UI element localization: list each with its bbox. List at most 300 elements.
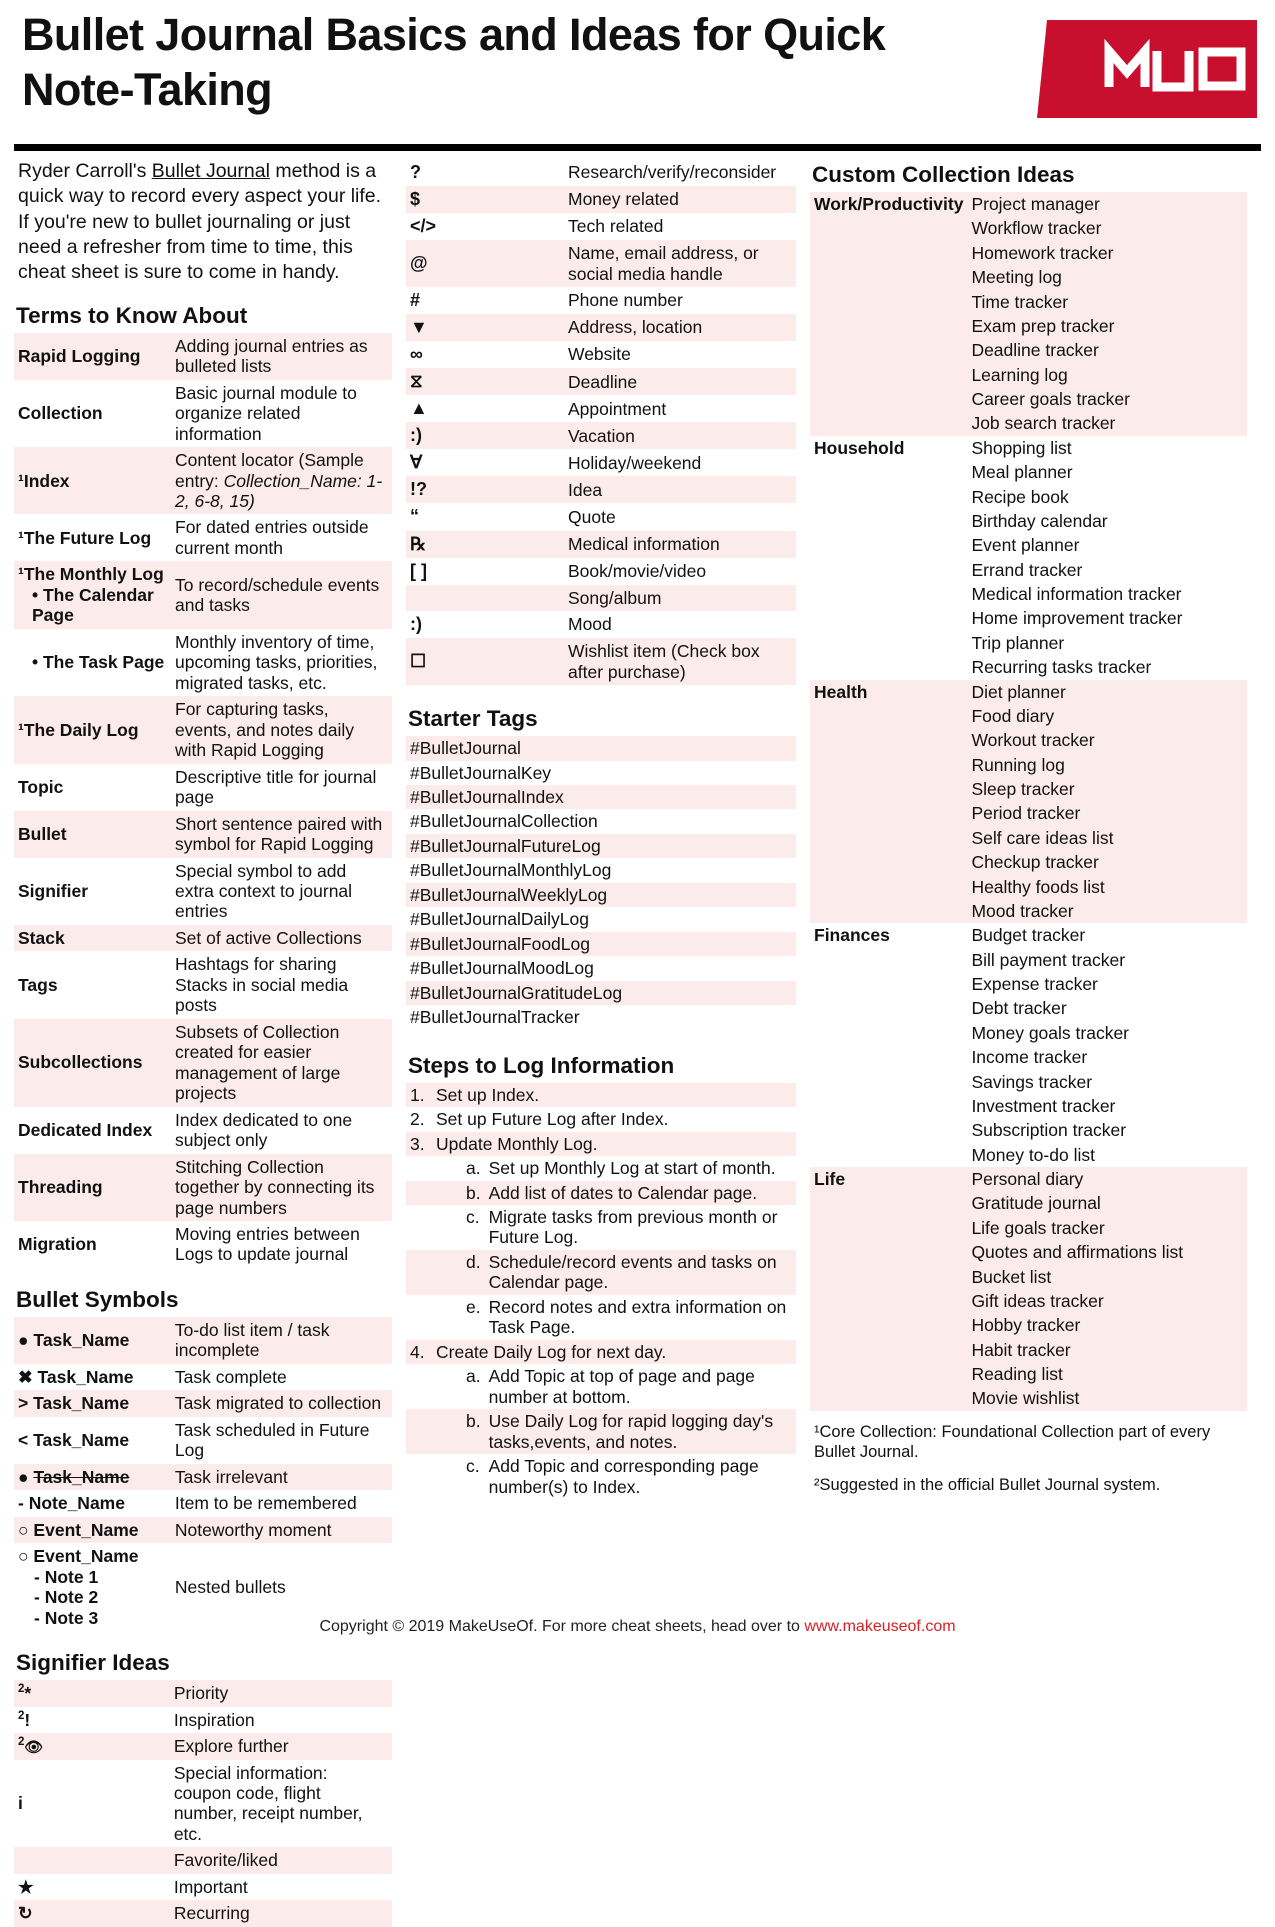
collection-item: Habit tracker	[967, 1338, 1247, 1362]
starter-tag-row	[406, 883, 796, 907]
step-marker: b.	[432, 1181, 485, 1205]
starter-tag-row	[406, 761, 796, 785]
key-symbol-description: Phone number	[568, 290, 683, 311]
signifier-description: Important	[173, 1876, 248, 1897]
bullet-symbol: > Task_Name	[14, 1390, 171, 1416]
starter-tag: #BulletJournalFutureLog	[406, 834, 796, 858]
collection-item: Food diary	[967, 704, 1247, 728]
step-indent	[406, 1454, 432, 1499]
collection-row	[810, 923, 1247, 947]
collection-item: Bill payment tracker	[971, 949, 1126, 970]
collection-item: Workout tracker	[967, 728, 1247, 752]
signifier-row	[14, 1680, 392, 1706]
key-symbol-description: Quote	[568, 506, 616, 527]
collection-row	[810, 1338, 1247, 1362]
step-text: Schedule/record events and tasks on Calendar page.	[485, 1250, 796, 1295]
key-symbol-row	[406, 611, 796, 638]
bullet-symbol-row	[14, 1417, 392, 1464]
collection-row	[810, 290, 1247, 314]
bullet-symbol: ○ Event_Name - Note 1 - Note 2 - Note 3	[18, 1546, 139, 1628]
collection-row	[810, 582, 1247, 606]
term-name: Collection	[18, 403, 103, 424]
collection-item: Event planner	[971, 535, 1080, 556]
collection-item: Sleep tracker	[967, 777, 1247, 801]
starter-tags-heading: Starter Tags	[408, 706, 538, 732]
signifier-description: Explore further	[170, 1733, 392, 1760]
steps-heading: Steps to Log Information	[408, 1052, 675, 1078]
terms-row	[14, 380, 392, 447]
step-text: Record notes and extra information on Task Page.	[488, 1296, 787, 1338]
collection-category	[810, 558, 967, 582]
starter-tag: #BulletJournalIndex	[406, 785, 796, 809]
collection-category	[810, 1362, 967, 1386]
starter-tag: #BulletJournalMoodLog	[410, 958, 594, 979]
intro-paragraph	[14, 159, 392, 286]
term-description: Basic journal module to organize related information	[175, 382, 357, 444]
collection-category	[810, 265, 967, 289]
collection-item: Money to-do list	[971, 1144, 1095, 1165]
step-indent	[406, 1409, 432, 1454]
key-symbol-description: Deadline	[564, 368, 796, 395]
bullet-symbol-description: Task migrated to collection	[171, 1390, 392, 1416]
collection-item: Diet planner	[967, 680, 1247, 704]
collection-item: Birthday calendar	[971, 510, 1108, 531]
term-name: ¹The Daily Log	[14, 696, 171, 763]
starter-tag: #BulletJournalCollection	[410, 811, 598, 832]
signifier-row	[14, 1733, 392, 1760]
terms-heading: Terms to Know About	[16, 302, 248, 328]
step-text: Set up Future Log after Index.	[436, 1109, 669, 1130]
step-indent	[406, 1250, 432, 1295]
bullet-symbol-row	[14, 1390, 392, 1416]
key-symbol: </>	[410, 216, 437, 237]
terms-row	[14, 1019, 392, 1107]
collection-item: Job search tracker	[967, 411, 1247, 435]
collection-row	[810, 777, 1247, 801]
collection-item: Meeting log	[967, 265, 1247, 289]
collection-category	[810, 363, 967, 387]
term-name: Tags	[18, 974, 58, 995]
collection-item: Healthy foods list	[967, 875, 1247, 899]
terms-row	[14, 561, 392, 628]
collection-item: Hobby tracker	[967, 1313, 1247, 1337]
collection-row	[810, 1167, 1247, 1191]
terms-row	[14, 629, 392, 696]
collection-row	[810, 850, 1247, 874]
key-symbol-description: Mood	[568, 614, 612, 635]
collection-item: Personal diary	[967, 1167, 1247, 1191]
term-description: Descriptive title for journal page	[175, 766, 377, 808]
key-symbol-row	[406, 314, 796, 341]
collection-row	[810, 826, 1247, 850]
collection-item: Investment tracker	[971, 1095, 1116, 1116]
starter-tag-row	[406, 956, 796, 980]
key-symbol-description: Tech related	[568, 216, 664, 237]
bullet-symbol: < Task_Name	[18, 1430, 130, 1451]
collection-category	[810, 460, 967, 484]
collection-category	[810, 1338, 967, 1362]
step-row	[406, 1181, 796, 1205]
step-text: Migrate tasks from previous month or Future Log.	[488, 1207, 778, 1248]
key-symbol-row	[406, 213, 796, 240]
signifier-heading: Signifier Ideas	[16, 1650, 170, 1676]
term-name: Stack	[14, 925, 171, 951]
step-marker: 3.	[406, 1132, 432, 1156]
page-footer	[0, 1618, 1275, 1636]
signifier-symbol	[14, 1847, 170, 1873]
step-row	[406, 1083, 796, 1107]
collection-item: Exam prep tracker	[967, 314, 1247, 338]
collection-category: Life	[810, 1167, 967, 1191]
collection-item: Workflow tracker	[967, 216, 1247, 240]
signifier-symbol: $^2$*	[14, 1680, 170, 1706]
key-symbol-description: Research/verify/reconsider	[568, 162, 777, 183]
collection-item: Quotes and affirmations list	[967, 1240, 1247, 1264]
term-name: ¹Index	[14, 447, 171, 514]
collection-row	[810, 875, 1247, 899]
starter-tag: #BulletJournal	[406, 736, 796, 760]
collection-category	[810, 899, 967, 923]
key-symbol: ?	[410, 162, 421, 182]
collection-row	[810, 485, 1247, 509]
bullet-symbol-description: Task irrelevant	[171, 1464, 392, 1490]
collection-category	[810, 777, 967, 801]
bullet-symbol: ○ Event_Name	[14, 1517, 171, 1543]
steps-list	[406, 1083, 796, 1499]
bullet-journal-link[interactable]: Bullet Journal	[151, 160, 270, 182]
collection-row	[810, 192, 1247, 216]
signifier-symbol: $^2$!	[18, 1709, 31, 1730]
collection-row	[810, 1118, 1247, 1142]
step-text: Add list of dates to Calendar page.	[485, 1181, 796, 1205]
term-name: • The Task Page	[32, 652, 165, 673]
step-text: Add Topic at top of page and page number at bottom.	[488, 1366, 755, 1407]
collection-category: Household	[814, 437, 905, 458]
collection-item: Deadline tracker	[967, 338, 1247, 362]
signifier-row	[14, 1707, 392, 1733]
signifier-row	[14, 1874, 392, 1900]
collection-category	[810, 533, 967, 557]
collection-row	[810, 1289, 1247, 1313]
collection-row	[810, 1313, 1247, 1337]
key-symbol-description: Wishlist item (Check box after purchase)	[564, 638, 796, 685]
starter-tag: #BulletJournalWeeklyLog	[406, 883, 796, 907]
starter-tag: #BulletJournalFoodLog	[406, 932, 796, 956]
collection-category	[810, 704, 967, 728]
collection-category	[810, 1045, 967, 1069]
intro-before: Ryder Carroll's	[18, 160, 152, 182]
starter-tag: #BulletJournalGratitudeLog	[406, 981, 796, 1005]
collection-row	[810, 1143, 1247, 1167]
signifier-row	[14, 1760, 392, 1848]
signifier-row	[14, 1900, 392, 1926]
collection-item: Meal planner	[971, 462, 1073, 483]
collection-item: Gratitude journal	[967, 1191, 1247, 1215]
collection-item: Income tracker	[971, 1047, 1088, 1068]
collection-row	[810, 533, 1247, 557]
term-name: Subcollections	[14, 1019, 171, 1107]
collection-category: Health	[810, 680, 967, 704]
collection-row	[810, 436, 1247, 460]
collection-row	[810, 728, 1247, 752]
signifier-symbol: i	[18, 1793, 23, 1814]
signifier-description: Special information: coupon code, flight number, receipt number, etc.	[173, 1762, 363, 1844]
collection-item: Reading list	[967, 1362, 1247, 1386]
term-description: Moving entries between Logs to update journal	[175, 1224, 360, 1265]
term-name: Signifier	[18, 880, 89, 901]
key-symbol-row	[406, 558, 796, 585]
step-marker: d.	[432, 1250, 485, 1295]
collection-item: Mood tracker	[967, 899, 1247, 923]
signifier-symbol: $^2$👁	[14, 1733, 170, 1760]
collection-category	[810, 387, 967, 411]
step-row	[406, 1454, 796, 1499]
step-row	[406, 1107, 796, 1131]
collection-row	[810, 1191, 1247, 1215]
intro-after: method is a quick way to record every aspect your life. If you're new to bullet journaling or just need a refresher from time to time, this cheat sheet is sure to come in handy.	[18, 160, 382, 284]
terms-table	[14, 333, 392, 1268]
collection-row	[810, 1094, 1247, 1118]
collections-heading: Custom Collection Ideas	[812, 162, 1075, 187]
key-symbols-table	[406, 159, 796, 685]
step-text: Set up Monthly Log at start of month.	[488, 1158, 776, 1179]
collection-category	[810, 801, 967, 825]
step-text: Use Daily Log for rapid logging day's tasks,events, and notes.	[485, 1409, 796, 1454]
term-description: Special symbol to add extra context to journal entries	[175, 860, 353, 922]
key-symbol: ▼	[406, 314, 564, 341]
term-name: Dedicated Index	[18, 1119, 153, 1140]
collection-row	[810, 1265, 1247, 1289]
collection-row	[810, 1240, 1247, 1264]
step-marker: 4.	[406, 1340, 432, 1364]
collection-row	[810, 265, 1247, 289]
muo-logo	[1017, 12, 1257, 126]
step-text: Set up Index.	[432, 1083, 796, 1107]
collection-row	[810, 509, 1247, 533]
bullet-symbol-description: Task complete	[174, 1366, 287, 1387]
collection-item: Learning log	[967, 363, 1247, 387]
right-column	[802, 159, 1247, 1496]
collection-category	[810, 753, 967, 777]
bullet-symbol-description: Nested bullets	[174, 1576, 286, 1597]
makeuseof-link[interactable]: www.makeuseof.com	[804, 1618, 956, 1635]
key-symbol: ⧖	[406, 368, 564, 395]
starter-tag-row	[406, 834, 796, 858]
step-row	[406, 1409, 796, 1454]
collection-category	[810, 948, 967, 972]
collection-row	[810, 1216, 1247, 1240]
step-marker: e.	[466, 1296, 481, 1317]
signifier-description: Recurring	[170, 1900, 392, 1926]
key-symbol: !?	[406, 476, 564, 503]
step-marker: b.	[432, 1409, 485, 1454]
key-symbol: @	[406, 240, 564, 287]
collection-category	[810, 241, 967, 265]
collection-item: Self care ideas list	[967, 826, 1247, 850]
step-row	[406, 1250, 796, 1295]
terms-row	[14, 514, 392, 561]
step-indent	[406, 1295, 432, 1340]
collection-category: Work/Productivity	[810, 192, 967, 216]
term-description: Set of active Collections	[171, 925, 392, 951]
collection-item: Movie wishlist	[967, 1386, 1247, 1410]
collection-category	[810, 338, 967, 362]
term-description: Content locator (Sample entry: Collection_Name: 1-2, 6-8, 15)	[171, 447, 392, 514]
step-row	[406, 1132, 796, 1156]
collection-item: Trip planner	[971, 632, 1065, 653]
collection-item: Expense tracker	[971, 974, 1098, 994]
step-row	[406, 1340, 796, 1364]
collection-category	[810, 1143, 967, 1167]
terms-row	[14, 1221, 392, 1268]
term-description: For capturing tasks, events, and notes daily with Rapid Logging	[171, 696, 392, 763]
terms-row	[14, 951, 392, 1018]
collection-row	[810, 1386, 1247, 1410]
starter-tag-row	[406, 981, 796, 1005]
key-symbol-description: Appointment	[568, 398, 667, 419]
terms-row	[14, 764, 392, 811]
bullet-symbols-heading: Bullet Symbols	[16, 1286, 179, 1312]
term-description: Index dedicated to one subject only	[175, 1109, 353, 1151]
key-symbol-description: Address, location	[564, 314, 796, 341]
step-row	[406, 1156, 796, 1180]
collection-item: Project manager	[967, 192, 1247, 216]
starter-tag-row	[406, 809, 796, 833]
starter-tag: #BulletJournalKey	[410, 762, 552, 783]
bullet-symbol: ● Task_Name	[14, 1317, 171, 1364]
bullet-symbol-description: Item to be remembered	[174, 1493, 357, 1514]
key-symbol-row	[406, 395, 796, 422]
step-marker: 1.	[406, 1083, 432, 1107]
collection-item: Life goals tracker	[967, 1216, 1247, 1240]
key-symbol-description: Vacation	[564, 422, 796, 449]
collection-row	[810, 948, 1247, 972]
key-symbol: ℞	[406, 531, 564, 558]
step-text: Update Monthly Log.	[432, 1132, 796, 1156]
bullet-symbol: - Note_Name	[18, 1493, 125, 1514]
terms-row	[14, 696, 392, 763]
term-name: Migration	[18, 1234, 97, 1255]
collection-row	[810, 972, 1247, 996]
collection-row	[810, 680, 1247, 704]
collection-row	[810, 314, 1247, 338]
collection-category	[810, 1240, 967, 1264]
key-symbol-row	[406, 186, 796, 213]
step-marker: a.	[466, 1158, 481, 1179]
collection-category	[810, 1289, 967, 1313]
step-marker: c.	[466, 1456, 480, 1477]
starter-tag: #BulletJournalMonthlyLog	[410, 860, 612, 881]
key-symbol-description: Song/album	[564, 585, 796, 611]
starter-tag-row	[406, 736, 796, 760]
collection-row	[810, 899, 1247, 923]
step-row	[406, 1295, 796, 1340]
bullet-symbol-row	[14, 1317, 392, 1364]
step-marker: c.	[466, 1207, 480, 1228]
step-indent	[406, 1364, 432, 1409]
collection-item: Homework tracker	[967, 241, 1247, 265]
key-symbol-row	[406, 287, 796, 314]
collection-category	[810, 1216, 967, 1240]
starter-tag-row	[406, 858, 796, 882]
collection-category	[810, 485, 967, 509]
term-description: Hashtags for sharing Stacks in social media posts	[175, 954, 349, 1016]
collection-row	[810, 1021, 1247, 1045]
collection-category	[810, 411, 967, 435]
middle-column	[400, 159, 802, 1499]
collection-item: Money goals tracker	[971, 1022, 1130, 1043]
collection-item: Errand tracker	[971, 559, 1083, 580]
collection-item: Shopping list	[971, 437, 1072, 458]
bullet-symbol-row	[14, 1464, 392, 1490]
step-indent	[406, 1156, 432, 1180]
term-name: ¹The Monthly Log • The Calendar Page	[14, 561, 171, 628]
collection-item: Bucket list	[967, 1265, 1247, 1289]
bullet-symbol-description: Noteworthy moment	[171, 1517, 392, 1543]
term-name: Bullet	[14, 811, 171, 858]
terms-row	[14, 333, 392, 380]
step-indent	[406, 1205, 432, 1250]
key-symbol: “	[410, 506, 419, 527]
collection-category	[810, 1118, 967, 1142]
collection-row	[810, 1045, 1247, 1069]
key-symbol-description: Website	[568, 344, 631, 365]
collection-category	[810, 1265, 967, 1289]
collection-item: Time tracker	[967, 290, 1247, 314]
starter-tag-row	[406, 907, 796, 931]
step-text: Add Topic and corresponding page number(s) to Index.	[488, 1456, 759, 1497]
collection-category	[810, 1313, 967, 1337]
collection-row	[810, 753, 1247, 777]
step-marker: a.	[466, 1366, 481, 1387]
key-symbol-description: Holiday/weekend	[568, 452, 702, 473]
term-description: Monthly inventory of time, upcoming tasks, priorities, migrated tasks, etc.	[175, 631, 378, 693]
collection-item: Home improvement tracker	[971, 608, 1183, 629]
starter-tag: #BulletJournalTracker	[410, 1007, 580, 1028]
bullet-symbol-description: To-do list item / task incomplete	[171, 1317, 392, 1364]
footnote-2: ²Suggested in the official Bullet Journal system.	[814, 1476, 1161, 1495]
collection-row	[810, 558, 1247, 582]
key-symbol-row	[406, 159, 796, 186]
step-row	[406, 1205, 796, 1250]
key-symbol	[406, 585, 564, 611]
muo-logo-icon	[1017, 12, 1257, 126]
term-description: Stitching Collection together by connecting its page numbers	[171, 1154, 392, 1221]
collection-category	[810, 996, 967, 1020]
collection-item: Recipe book	[971, 486, 1069, 507]
collection-row	[810, 411, 1247, 435]
key-symbol: $	[406, 186, 564, 213]
collection-category	[810, 655, 967, 679]
collection-row	[810, 631, 1247, 655]
key-symbol-row	[406, 503, 796, 530]
term-description: Short sentence paired with symbol for Rapid Logging	[171, 811, 392, 858]
collection-row	[810, 460, 1247, 484]
bullet-symbol: ✖ Task_Name	[18, 1366, 134, 1387]
key-symbol-description: Book/movie/video	[568, 560, 707, 581]
key-symbol-description: Money related	[564, 186, 796, 213]
terms-row	[14, 811, 392, 858]
signifier-description: Priority	[170, 1680, 392, 1706]
collection-row	[810, 338, 1247, 362]
term-name: ¹The Future Log	[18, 527, 152, 548]
page-header	[14, 0, 1261, 140]
key-symbol-description: Name, email address, or social media handle	[564, 240, 796, 287]
key-symbol: ∞	[410, 344, 423, 365]
header-divider	[14, 144, 1261, 151]
collection-category	[810, 826, 967, 850]
term-name: Topic	[18, 776, 64, 797]
